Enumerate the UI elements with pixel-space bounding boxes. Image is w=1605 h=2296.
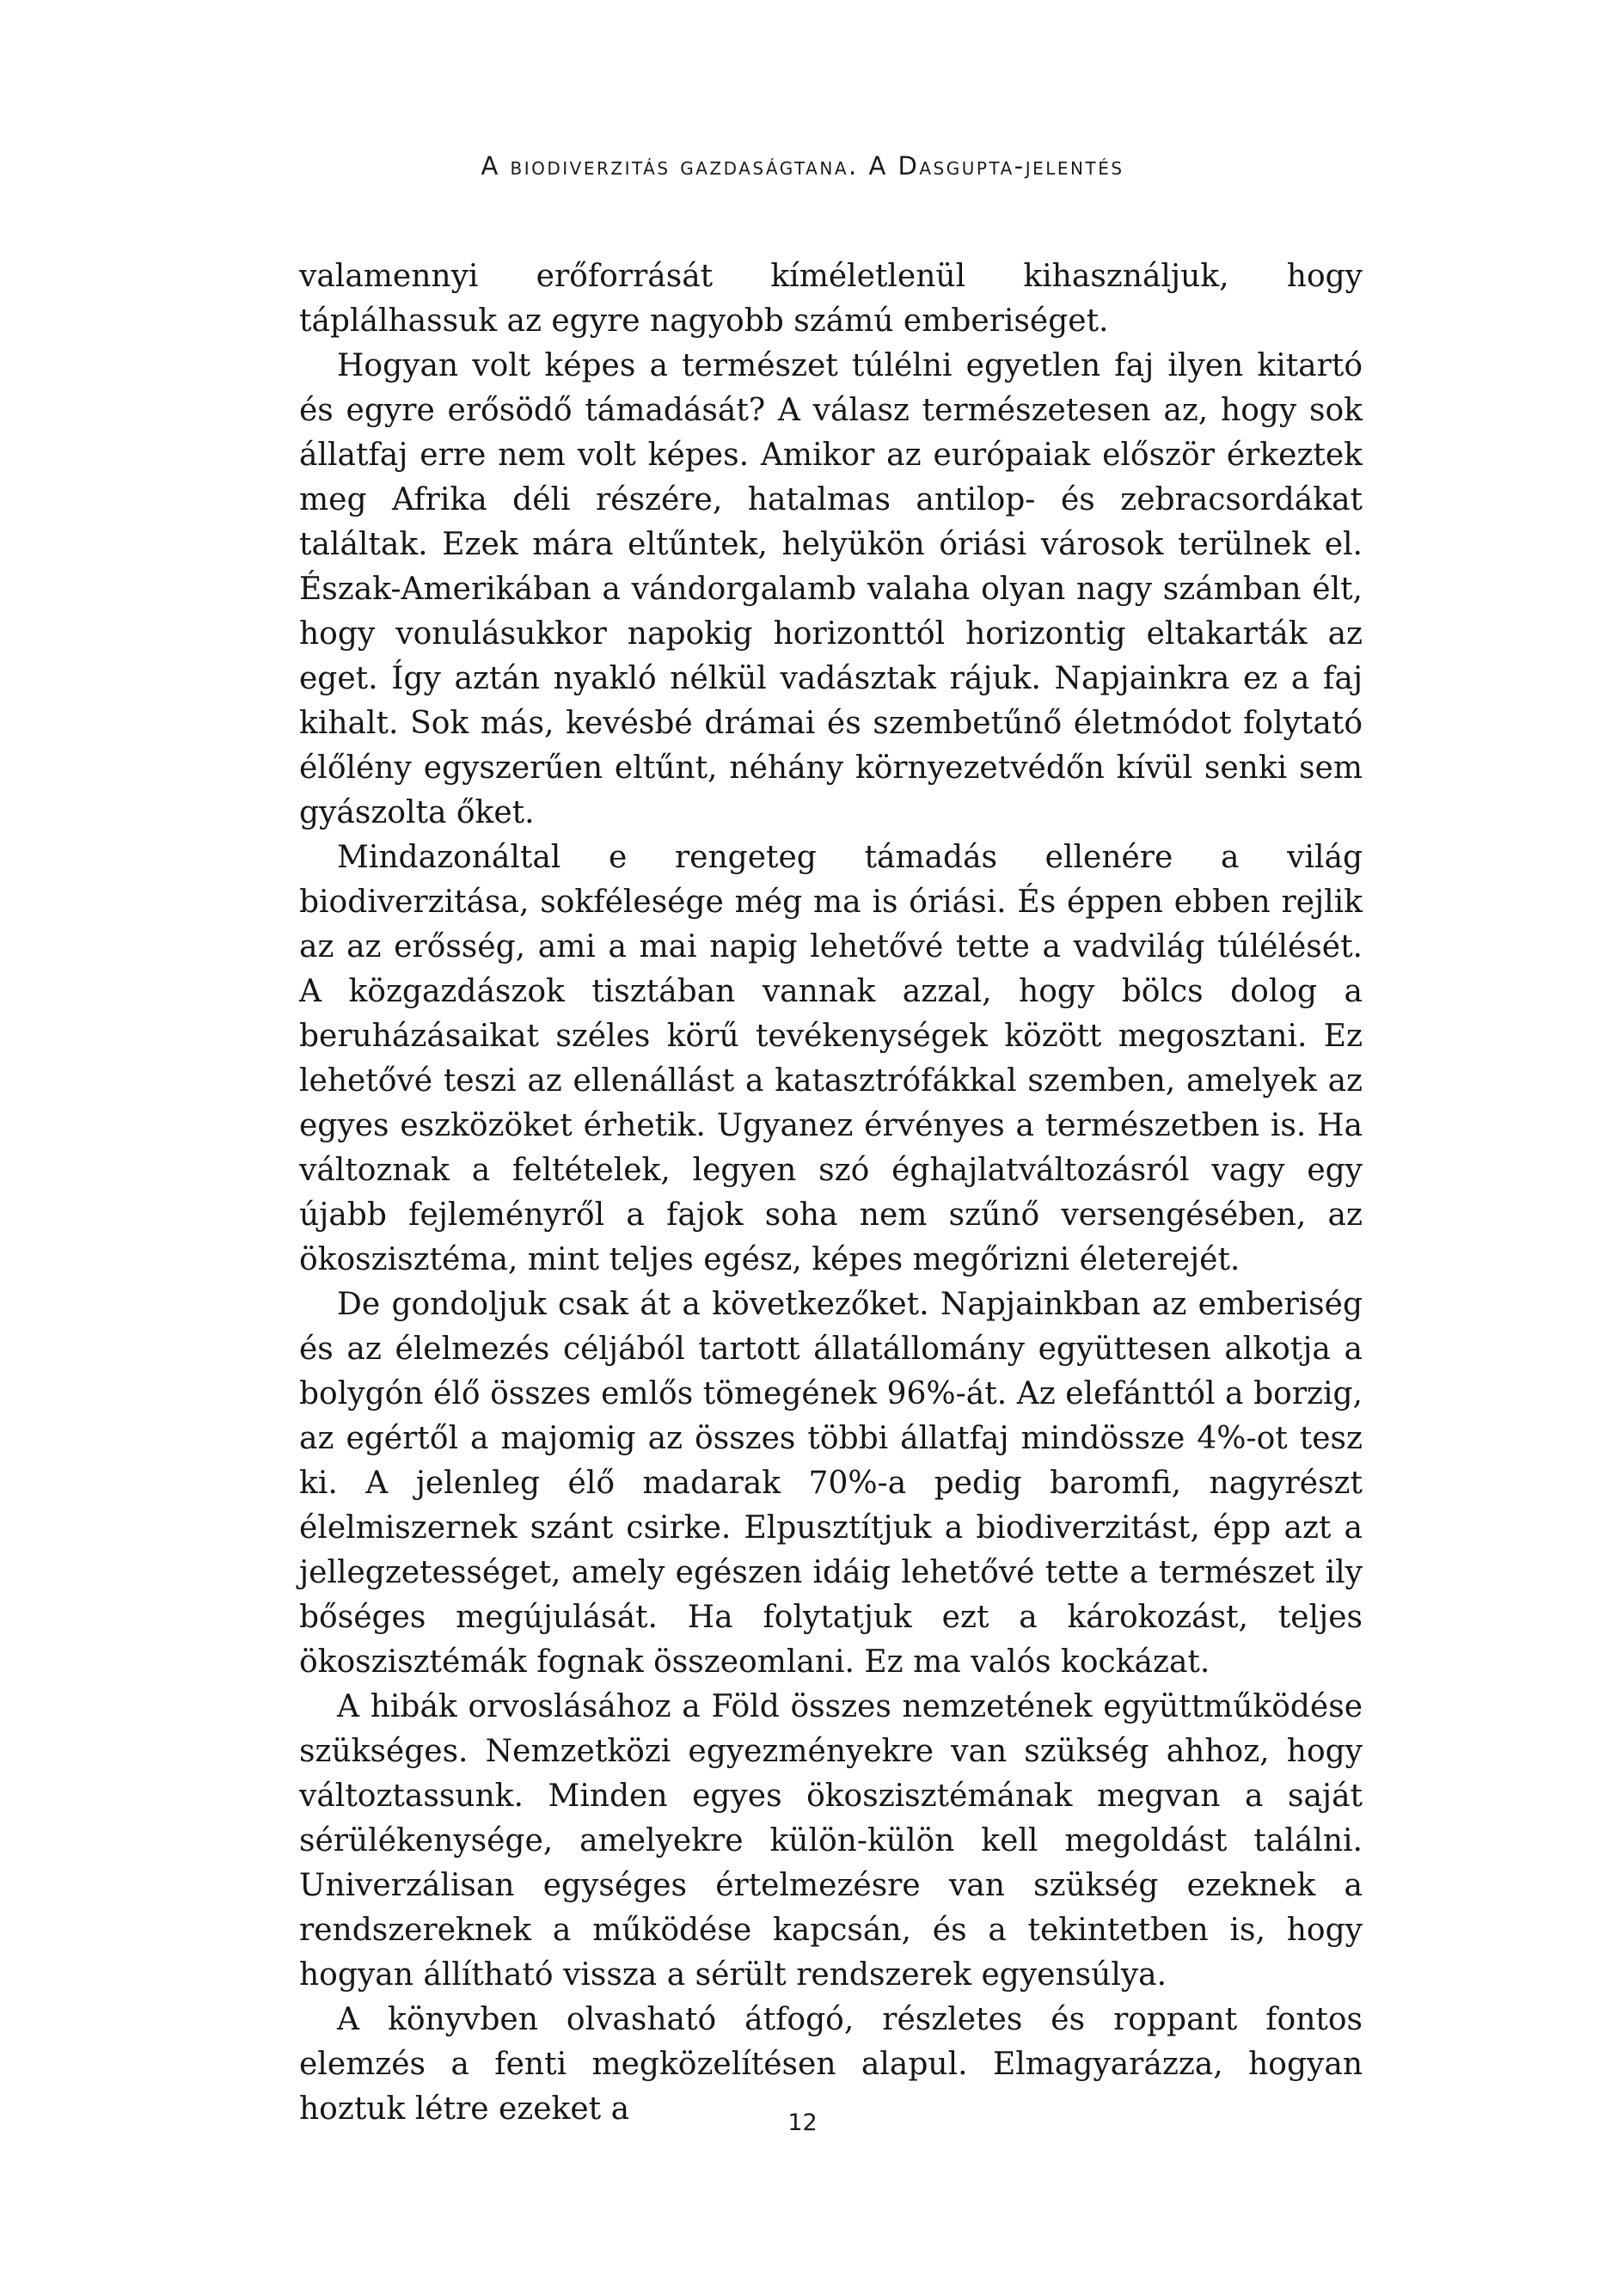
body-text [299, 254, 1363, 2132]
page-number: 12 [787, 2109, 818, 2136]
paragraph: Hogyan volt képes a természet túlélni egyetlen faj ilyen kitartó és egyre erősödő támadását? A válasz természetesen az, hogy sok állatfaj erre nem volt képes. Amikor az európaiak először érkeztek meg Afrika déli részére, hatalmas antilop- és zebracsordákat találtak. Ezek mára eltűntek, helyükön óriási városok terülnek el. Észak-Amerikában a vándorgalamb valaha olyan nagy számban élt, hogy vonulásukkor napokig horizonttól horizontig eltakarták az eget. Így aztán nyakló nélkül vadásztak rájuk. Napjainkra ez a faj kihalt. Sok más, kevésbé drámai és szembetűnő életmódot folytató élőlény egyszerűen eltűnt, néhány környezetvédőn kívül senki sem gyászolta őket. [299, 348, 1363, 830]
paragraph: A hibák orvoslásához a Föld összes nemzetének együttműködése szükséges. Nemzetközi egyezményekre van szükség ahhoz, hogy változtassunk. Minden egyes ökoszisztémának megvan a saját sérülékenysége, amelyekre külön-külön kell megoldást találni. Univerzálisan egységes értelmezésre van szükség ezeknek a rendszereknek a működése kapcsán, és a tekintetben is, hogy hogyan állítható vissza a sérült rendszerek egyensúlya. [299, 1689, 1363, 1993]
paragraph: De gondoljuk csak át a következőket. Napjainkban az emberiség és az élelmezés céljából tartott állatállomány együttesen alkotja a bolygón élő összes emlős tömegének 96%-át. Az elefánttól a borzig, az egértől a majomig az összes többi állatfaj mindössze 4%-ot tesz ki. A jelenleg élő madarak 70%-a pedig baromfi, nagyrészt élelmiszernek szánt csirke. Elpusztítjuk a biodiverzitást, épp azt a jellegzetességet, amely egészen idáig lehetővé tette a természet ily bőséges megújulását. Ha folytatjuk ezt a károkozást, teljes ökoszisztémák fognak összeomlani. Ez ma valós kockázat. [299, 1287, 1363, 1680]
paragraph: A könyvben olvasható átfogó, részletes és roppant fontos elemzés a fenti megközelítésen alapul. Elmagyarázza, hogyan hoztuk létre ezeket a [299, 2002, 1363, 2127]
running-title: A biodiverzitás gazdaságtana. A Dasgupta-jelentés [481, 151, 1124, 181]
paragraph: Mindazonáltal e rengeteg támadás ellenére a világ biodiverzitása, sokfélesége még ma is óriási. És éppen ebben rejlik az az erősség, ami a mai napig lehetővé tette a vadvilág túlélését. A közgazdászok tisztában vannak azzal, hogy bölcs dolog a beruházásaikat széles körű tevékenységek között megosztani. Ez lehetővé teszi az ellenállást a katasztrófákkal szemben, amelyek az egyes eszközöket érhetik. Ugyanez érvényes a természetben is. Ha változnak a feltételek, legyen szó éghajlatváltozásról vagy egy újabb fejleményről a fajok soha nem szűnő versengésében, az ökoszisztéma, mint teljes egész, képes megőrizni életerejét. [299, 840, 1363, 1277]
paragraph-continuation: valamennyi erőforrását kíméletlenül kihasználjuk, hogy táplálhassuk az egyre nagyobb számú emberiséget. [299, 259, 1363, 339]
